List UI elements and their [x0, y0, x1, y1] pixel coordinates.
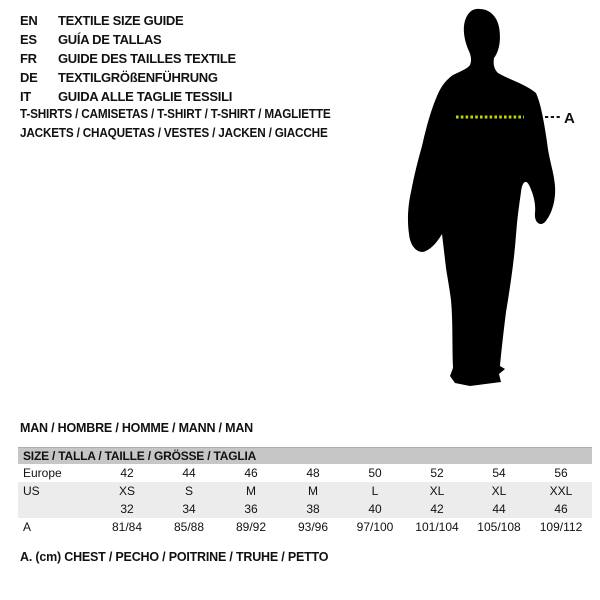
category-heading	[20, 105, 350, 143]
lang-label: GUIDE DES TAILLES TEXTILE	[58, 51, 236, 66]
table-cell: 42	[120, 466, 134, 480]
table-cell: 44	[182, 466, 196, 480]
man-silhouette-figure	[400, 0, 600, 400]
table-cell: 42	[430, 502, 444, 516]
table-cell: 97/100	[356, 520, 394, 534]
table-cell: 40	[368, 502, 382, 516]
table-cell: 93/96	[297, 520, 329, 534]
table-cell: 44	[492, 502, 506, 516]
table-row-us-letters	[18, 482, 592, 500]
table-cell: 81/84	[111, 520, 143, 534]
table-row-chest-a	[18, 518, 592, 536]
table-cell: 52	[430, 466, 444, 480]
category-line-jackets: JACKETS / CHAQUETAS / VESTES / JACKEN / GIACCHE	[20, 126, 328, 140]
table-cell: XL	[491, 484, 507, 498]
table-cell: XS	[118, 484, 135, 498]
table-cell: 38	[306, 502, 320, 516]
table-cell: M	[308, 484, 318, 498]
size-table-header: SIZE / TALLA / TAILLE / GRÖSSE / TAGLIA	[18, 447, 592, 464]
table-cell: 105/108	[477, 520, 521, 534]
lang-code: ES	[20, 32, 37, 47]
measure-label-a: A	[564, 110, 575, 127]
lang-row-es	[20, 30, 236, 49]
table-cell: 36	[244, 502, 258, 516]
table-row-europe	[18, 464, 592, 482]
lang-code: FR	[20, 51, 37, 66]
table-cell: 46	[554, 502, 568, 516]
table-cell: 85/88	[173, 520, 205, 534]
lang-code: EN	[20, 13, 38, 28]
table-cell: XXL	[549, 484, 573, 498]
row-label: US	[23, 484, 40, 498]
lang-code: IT	[20, 89, 31, 104]
section-title-man: MAN / HOMBRE / HOMME / MANN / MAN	[20, 421, 253, 435]
lang-label: GUÍA DE TALLAS	[58, 32, 162, 47]
table-cell: 89/92	[235, 520, 267, 534]
lang-label: TEXTILGRÖßENFÜHRUNG	[58, 70, 218, 85]
lang-row-de	[20, 68, 236, 87]
lang-code: DE	[20, 70, 38, 85]
table-cell: M	[246, 484, 256, 498]
table-cell: 54	[492, 466, 506, 480]
table-cell: 48	[306, 466, 320, 480]
table-cell: 56	[554, 466, 568, 480]
table-cell: 50	[368, 466, 382, 480]
table-cell: L	[371, 484, 379, 498]
lang-row-en	[20, 11, 236, 30]
table-cell: XL	[429, 484, 445, 498]
size-table	[18, 447, 592, 536]
table-cell: 46	[244, 466, 258, 480]
measurement-footnote: A. (cm) CHEST / PECHO / POITRINE / TRUHE / PETTO	[20, 550, 329, 564]
lang-label: TEXTILE SIZE GUIDE	[58, 13, 184, 28]
lang-row-it	[20, 87, 236, 106]
table-cell: 34	[182, 502, 196, 516]
lang-label: GUIDA ALLE TAGLIE TESSILI	[58, 89, 233, 104]
man-silhouette-shape	[408, 9, 555, 386]
table-cell: S	[184, 484, 193, 498]
table-cell: 101/104	[415, 520, 459, 534]
language-guide-list	[20, 11, 236, 106]
row-label: Europe	[23, 466, 62, 480]
category-line-tshirts: T-SHIRTS / CAMISETAS / T-SHIRT / T-SHIRT / MAGLIETTE	[20, 107, 331, 121]
table-cell: 109/112	[539, 520, 583, 534]
lang-row-fr	[20, 49, 236, 68]
row-label: A	[23, 520, 32, 534]
table-row-us-numbers	[18, 500, 592, 518]
table-cell: 32	[120, 502, 134, 516]
